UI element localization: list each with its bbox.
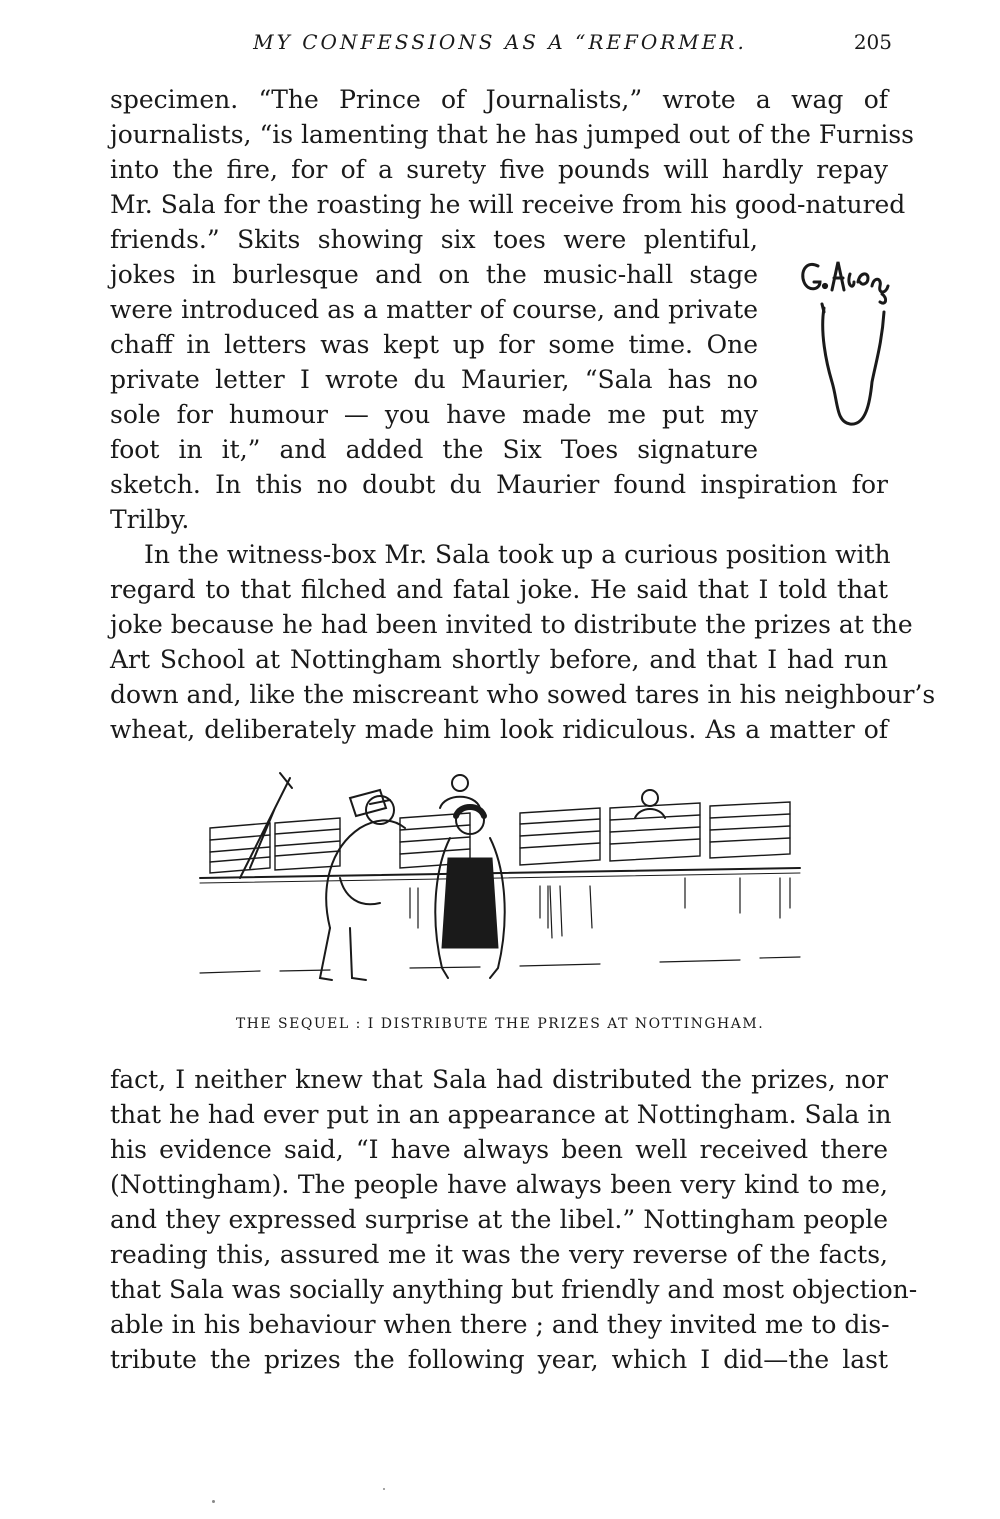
- prize-giving-illustration: [180, 768, 812, 1008]
- text-line: reading this, assured me it was the very reverse of the facts,: [110, 1240, 888, 1269]
- text-line: regard to that filched and fatal joke. He said that I told that: [110, 575, 888, 604]
- text-line: were introduced as a matter of course, and private: [110, 295, 758, 324]
- text-line: tribute the prizes the following year, which I did—the last: [110, 1345, 888, 1374]
- text-line: In the witness-box Mr. Sala took up a curious position with: [144, 540, 891, 569]
- six-toes-signature-sketch: [788, 252, 908, 442]
- text-line: able in his behaviour when there ; and they invited me to dis-: [110, 1310, 890, 1339]
- text-line: Trilby.: [110, 505, 190, 534]
- text-line: down and, like the miscreant who sowed tares in his neighbour’s: [110, 680, 936, 709]
- text-line: (Nottingham). The people have always been very kind to me,: [110, 1170, 888, 1199]
- text-line: into the fire, for of a surety five pounds will hardly repay: [110, 155, 888, 184]
- paper-speck: [383, 1488, 385, 1490]
- figure-caption: THE SEQUEL : I DISTRIBUTE THE PRIZES AT NOTTINGHAM.: [235, 1016, 765, 1032]
- text-line: jokes in burlesque and on the music-hall stage: [110, 260, 758, 289]
- text-line: his evidence said, “I have always been well received there: [110, 1135, 888, 1164]
- text-line: specimen. “The Prince of Journalists,” wrote a wag of: [110, 85, 888, 114]
- running-head: [110, 30, 890, 60]
- text-line: wheat, deliberately made him look ridiculous. As a matter of: [110, 715, 888, 744]
- text-line: chaff in letters was kept up for some time. One: [110, 330, 758, 359]
- text-line: Mr. Sala for the roasting he will receive from his good-natured: [110, 190, 906, 219]
- page-number: 205: [853, 30, 892, 54]
- text-line: sole for humour — you have made me put my: [110, 400, 758, 429]
- text-line: Art School at Nottingham shortly before, and that I had run: [110, 645, 888, 674]
- text-line: sketch. In this no doubt du Maurier found inspiration for: [110, 470, 888, 499]
- text-line: and they expressed surprise at the libel.” Nottingham people: [110, 1205, 888, 1234]
- text-line: that Sala was socially anything but friendly and most objection-: [110, 1275, 918, 1304]
- text-line: private letter I wrote du Maurier, “Sala has no: [110, 365, 758, 394]
- text-line: fact, I neither knew that Sala had distributed the prizes, nor: [110, 1065, 888, 1094]
- text-line: foot in it,” and added the Six Toes signature: [110, 435, 758, 464]
- text-line: joke because he had been invited to distribute the prizes at the: [110, 610, 913, 639]
- running-title: MY CONFESSIONS AS A “REFORMER.: [253, 30, 747, 54]
- text-line: journalists, “is lamenting that he has jumped out of the Furniss: [110, 120, 915, 149]
- paper-speck: [212, 1500, 215, 1503]
- text-line: friends.” Skits showing six toes were plentiful,: [110, 225, 758, 254]
- text-line: that he had ever put in an appearance at Nottingham. Sala in: [110, 1100, 892, 1129]
